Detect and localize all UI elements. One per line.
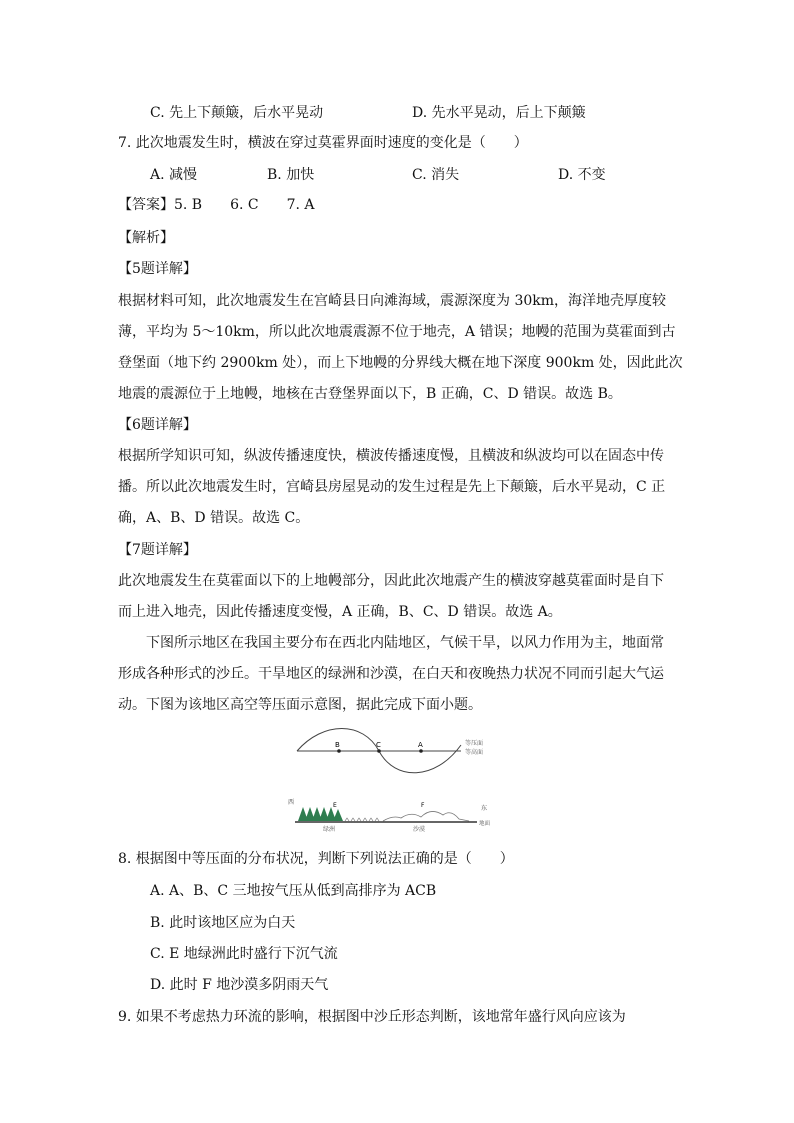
- q8-option-d: D. 此时 F 地沙漠多阴雨天气: [150, 977, 329, 993]
- answer-line: 【答案】5. B 6. C 7. A: [118, 197, 315, 213]
- q6-detail-line: 播。所以此次地震发生时，宫崎县房屋晃动的发生过程是先上下颠簸，后水平晃动，C 正: [118, 479, 666, 495]
- q7-stem: 7. 此次地震发生时，横波在穿过莫霍界面时速度的变化是（ ）: [118, 135, 528, 151]
- point-b-dot: [337, 749, 341, 753]
- grass-marks: [345, 818, 379, 821]
- q6-detail-line: 根据所学知识可知，纵波传播速度快，横波传播速度慢，且横波和纵波均可以在固态中传: [118, 448, 664, 464]
- q5-detail-text: [118, 291, 683, 415]
- east-label: 东: [481, 805, 488, 812]
- q5-detail-line: 薄，平均为 5～10km，所以此次地震震源不位于地壳，A 错误；地幔的范围为莫霍面到古: [118, 324, 676, 340]
- q7-option-d: D. 不变: [558, 167, 606, 183]
- q7-option-c: C. 消失: [412, 167, 460, 183]
- oasis-label: 绿洲: [323, 826, 336, 833]
- q5-detail-line: 登堡面（地下约 2900km 处），而上下地幔的分界线大概在地下深度 900km 处，因此此次: [118, 355, 683, 371]
- desert-label: 沙漠: [413, 826, 426, 833]
- q6-detail-label: 【6题详解】: [118, 417, 197, 433]
- q6-detail-text: [118, 446, 678, 539]
- isobar-diagram: [288, 727, 513, 837]
- point-a-label: A: [418, 741, 423, 749]
- isohypse-label: 等高面: [465, 749, 484, 756]
- q7-option-a: A. 减慢: [150, 167, 198, 183]
- q6-option-d: D. 先水平晃动，后上下颠簸: [412, 105, 586, 121]
- q9-stem: 9. 如果不考虑热力环流的影响，根据图中沙丘形态判断，该地常年盛行风向应该为: [118, 1009, 626, 1025]
- intro-line: 下图所示地区在我国主要分布在西北内陆地区，气候干旱，以风力作用为主，地面常: [146, 635, 664, 651]
- q8-stem: 8. 根据图中等压面的分布状况，判断下列说法正确的是（ ）: [118, 851, 514, 867]
- q6-option-c: C. 先上下颠簸，后水平晃动: [150, 105, 324, 121]
- q7-detail-line: 此次地震发生在莫霍面以下的上地幔部分，因此此次地震产生的横波穿越莫霍面时是自下: [118, 573, 664, 589]
- q5-detail-line: 根据材料可知，此次地震发生在宫崎县日向滩海域，震源深度为 30km，海洋地壳厚度较: [118, 293, 667, 309]
- point-c-dot: [377, 749, 381, 753]
- intro-line: 动。下图为该地区高空等压面示意图，据此完成下面小题。: [118, 697, 482, 713]
- intro-line: 形成各种形式的沙丘。干旱地区的绿洲和沙漠，在白天和夜晚热力状况不同而引起大气运: [118, 666, 664, 682]
- tree-icon: [333, 809, 343, 821]
- point-a-dot: [419, 749, 423, 753]
- q8-option-c: C. E 地绿洲此时盛行下沉气流: [150, 946, 338, 962]
- point-c-label: C: [376, 741, 381, 749]
- point-b-label: B: [335, 741, 340, 749]
- q7-detail-text: [118, 571, 678, 633]
- q7-detail-label: 【7题详解】: [118, 542, 197, 558]
- point-f-label: F: [421, 802, 425, 809]
- q8-option-a: A. A、B、C 三地按气压从低到高排序为 ACB: [150, 883, 437, 899]
- q6-detail-line: 确，A、B、D 错误。故选 C。: [118, 510, 310, 526]
- intro-paragraph: [118, 633, 678, 726]
- q7-option-b: B. 加快: [267, 167, 315, 183]
- isobar-label: 等压面: [465, 740, 484, 747]
- west-label: 西: [288, 799, 295, 806]
- q7-detail-line: 而上进入地壳，因此传播速度变慢，A 正确，B、C、D 错误。故选 A。: [118, 604, 562, 620]
- oasis-trees: [298, 807, 343, 821]
- q5-detail-line: 地震的震源位于上地幔，地核在古登堡界面以下，B 正确，C、D 错误。故选 B。: [118, 386, 622, 402]
- ground-label: 地面: [479, 821, 491, 827]
- sand-dunes: [383, 811, 469, 821]
- q8-option-b: B. 此时该地区应为白天: [150, 915, 296, 931]
- q5-detail-label: 【5题详解】: [118, 261, 197, 277]
- analysis-label: 【解析】: [118, 230, 174, 246]
- point-e-label: E: [333, 802, 337, 809]
